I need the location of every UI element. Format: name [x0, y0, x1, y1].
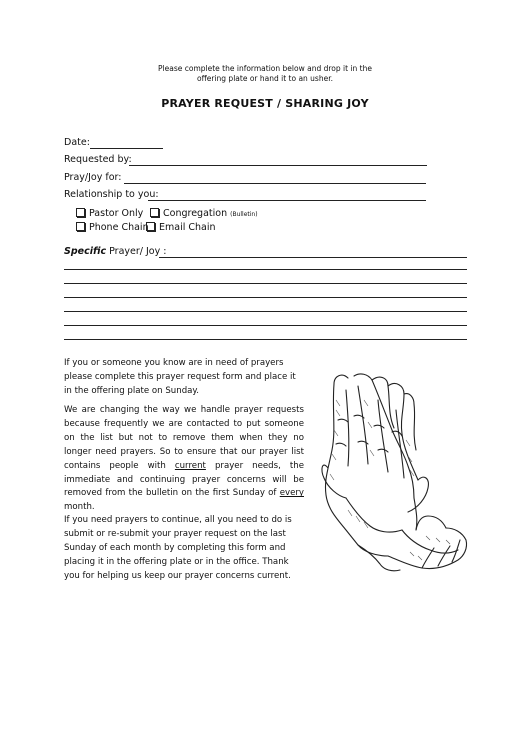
pastor-only-label: Pastor Only: [89, 208, 144, 219]
congregation-checkbox[interactable]: [150, 208, 159, 217]
blank-line[interactable]: [64, 311, 467, 312]
specific-emphasis: Specific: [64, 246, 107, 257]
pray-joy-for-field[interactable]: [64, 172, 434, 186]
paragraph-resubmit: If you need prayers to continue, all you need to do is submit or re-submit your prayer request on the last Sunday of each month by completing this form and placing it in the offering plate or in the office. Thank you for helping us keep our prayer concerns current.: [64, 515, 292, 581]
congregation-option[interactable]: [150, 208, 258, 219]
pray-joy-for-line[interactable]: [124, 183, 426, 184]
paragraph-policy: [64, 404, 304, 515]
policy-text-3: month.: [64, 502, 95, 513]
praying-hands-icon: [318, 370, 470, 575]
intro-text: Please complete the information below and drop it in the offering plate or hand it to an usher.: [158, 64, 372, 83]
blank-line[interactable]: [64, 325, 467, 326]
specific-label: [64, 246, 166, 257]
specific-line[interactable]: [159, 257, 467, 258]
date-field[interactable]: [64, 137, 174, 151]
relationship-line[interactable]: [148, 200, 426, 201]
specific-field[interactable]: [64, 246, 467, 260]
blank-line[interactable]: [64, 297, 467, 298]
email-chain-option[interactable]: [146, 222, 216, 233]
relationship-label: Relationship to you:: [64, 189, 159, 200]
pastor-only-option[interactable]: [76, 208, 143, 219]
policy-text-1: We are changing the way we handle prayer requests because frequently we are contacted to put someone on the list but not to remove them when they no longer need prayers. So to ensure that our prayer list contains people with: [64, 405, 304, 471]
policy-every-underline: every: [279, 488, 304, 499]
form-title: PRAYER REQUEST / SHARING JOY: [161, 97, 369, 110]
phone-chain-checkbox[interactable]: [76, 222, 85, 231]
blank-line[interactable]: [64, 269, 467, 270]
phone-chain-label: Phone Chain: [89, 222, 149, 233]
date-line[interactable]: [90, 148, 163, 149]
blank-line[interactable]: [64, 283, 467, 284]
requested-by-field[interactable]: [64, 154, 434, 168]
policy-text-2: prayer needs, the immediate and continuing prayer concerns will be removed from the bulletin on the first Sunday of: [64, 460, 304, 499]
date-label: Date:: [64, 137, 90, 148]
blank-line[interactable]: [64, 339, 467, 340]
requested-by-line[interactable]: [129, 165, 427, 166]
email-chain-checkbox[interactable]: [146, 222, 155, 231]
congregation-note: (Bulletin): [230, 211, 258, 218]
relationship-field[interactable]: [64, 189, 434, 203]
email-chain-label: Email Chain: [159, 222, 216, 233]
congregation-label: Congregation: [163, 208, 228, 219]
pastor-only-checkbox[interactable]: [76, 208, 85, 217]
specific-rest: Prayer/ Joy :: [109, 246, 167, 257]
phone-chain-option[interactable]: [76, 222, 149, 233]
paragraph-instructions: If you or someone you know are in need of prayers please complete this prayer request form and place it in the offering plate on Sunday.: [64, 358, 296, 396]
requested-by-label: Requested by:: [64, 154, 132, 165]
policy-current-underline: current: [174, 460, 206, 471]
pray-joy-for-label: Pray/Joy for:: [64, 172, 122, 183]
